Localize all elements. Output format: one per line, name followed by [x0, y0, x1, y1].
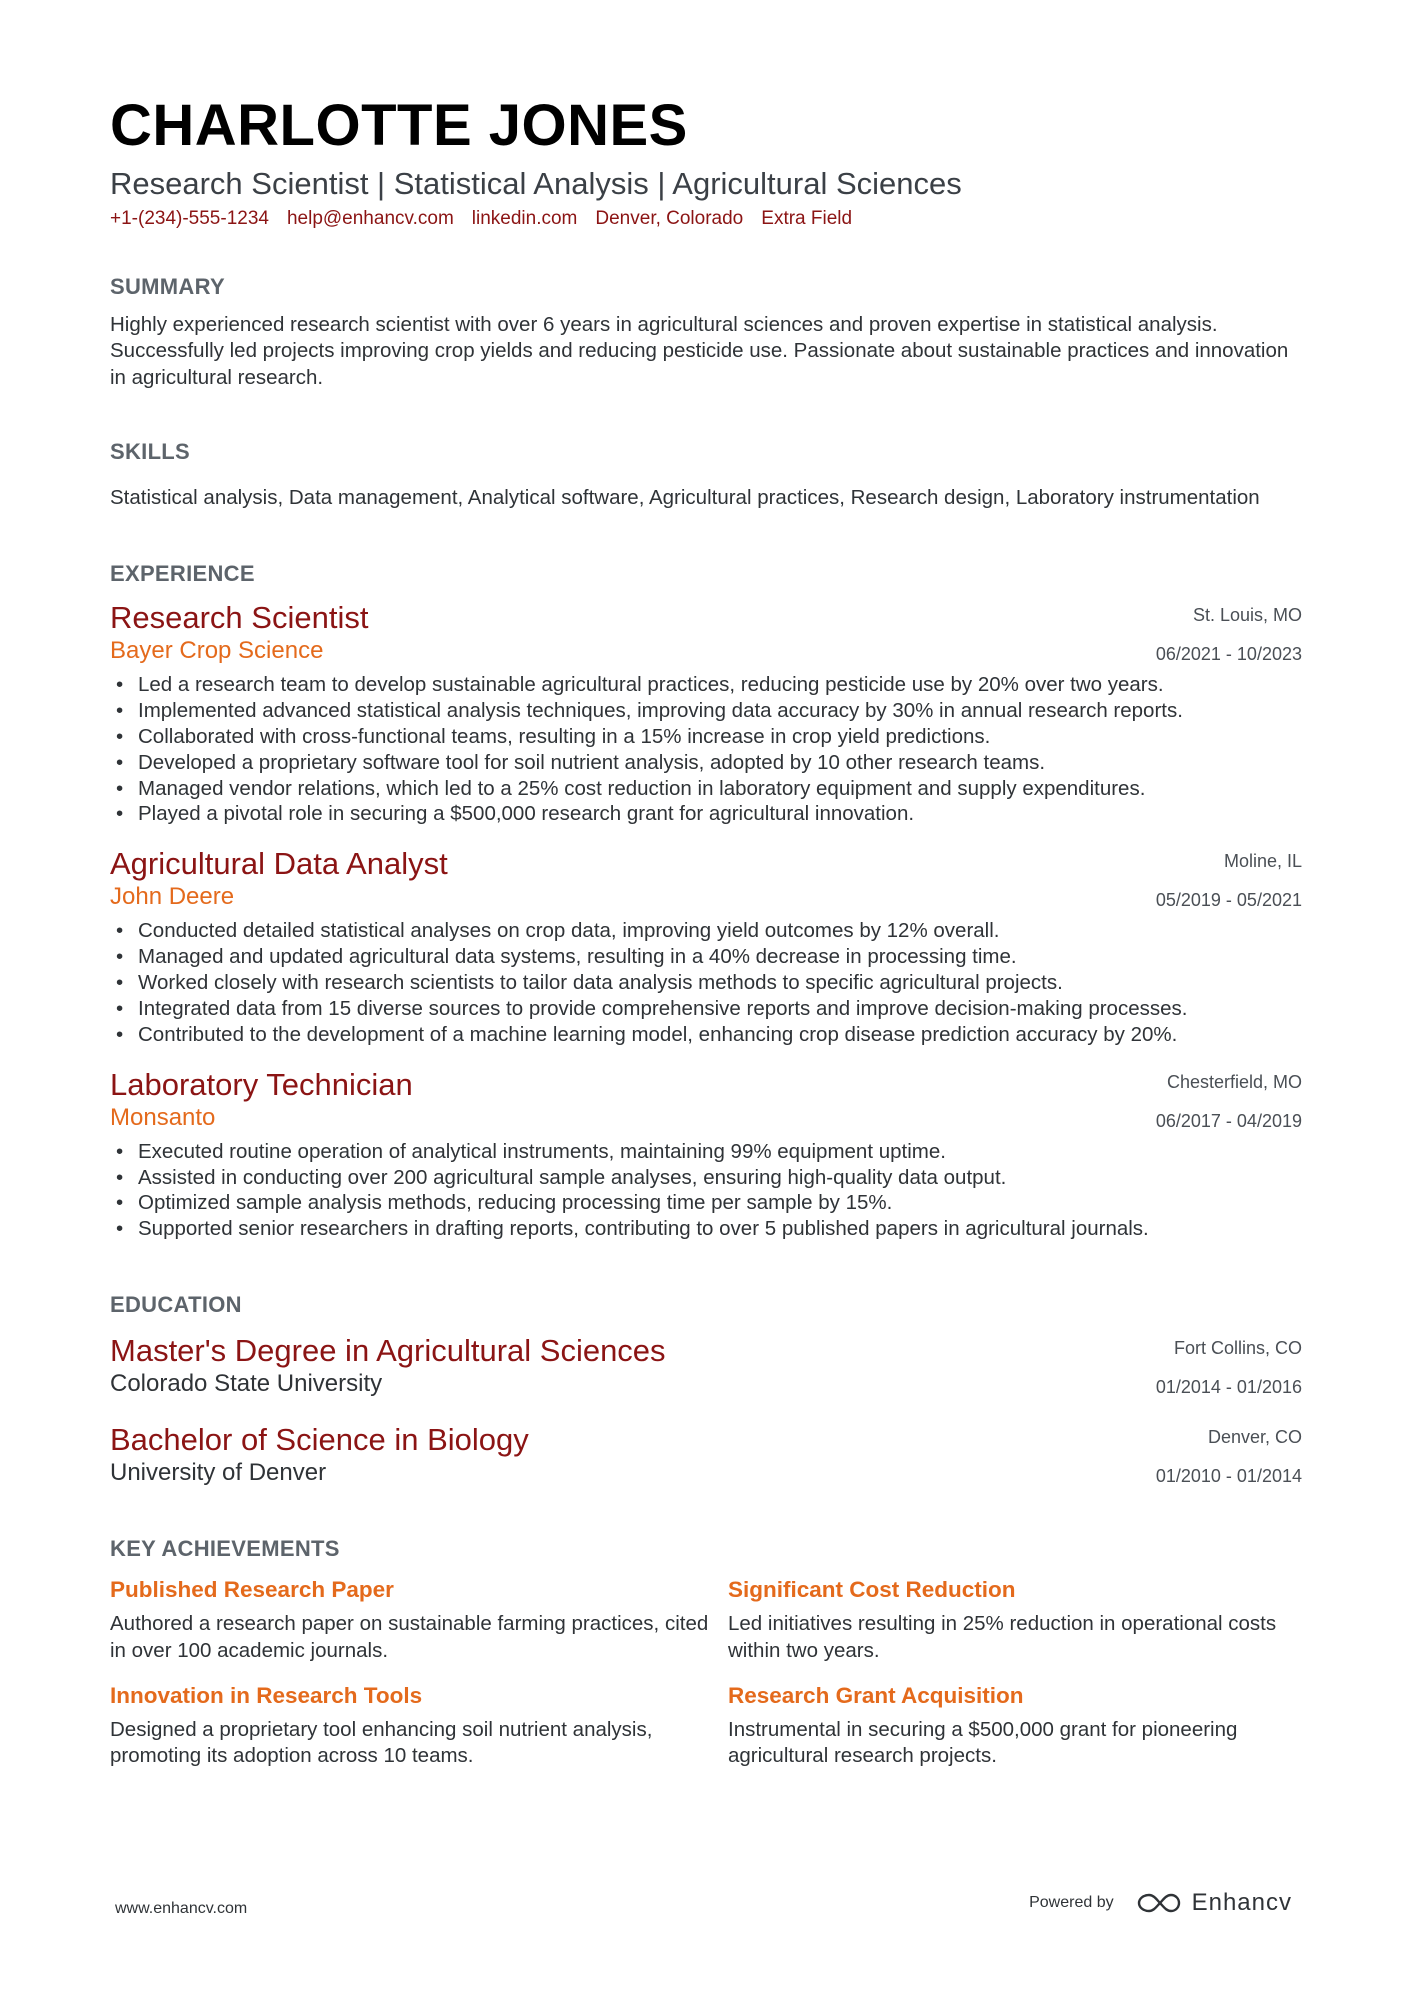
education-title: EDUCATION: [110, 1292, 242, 1317]
skills-section: [110, 439, 1302, 511]
contact-email[interactable]: help@enhancv.com: [286, 208, 454, 230]
achievements-title: KEY ACHIEVEMENTS: [110, 1536, 340, 1562]
edu-location: Denver, CO: [1207, 1427, 1302, 1448]
achievement-title: Significant Cost Reduction: [728, 1577, 1016, 1603]
contact-bar: [110, 208, 1302, 230]
job-role: Agricultural Data Analyst: [110, 846, 448, 882]
achievements-grid: [110, 1576, 1302, 1769]
summary-text: Highly experienced research scientist with over 6 years in agricultural sciences and proven expertise in statistical analysis. Successfully led projects improving crop yields and reducing pesticide use. Passionate about sustainable practices and innovation in agricultural research.: [110, 313, 1289, 389]
contact-phone[interactable]: +1-(234)-555-1234: [110, 208, 269, 230]
achievement-item: [728, 1576, 1302, 1663]
job-dates: 05/2019 - 05/2021: [1155, 890, 1302, 911]
job-dates: 06/2017 - 04/2019: [1155, 1110, 1302, 1131]
job-bullets: [110, 1139, 1302, 1242]
achievement-title: Research Grant Acquisition: [728, 1682, 1024, 1708]
job-bullets: [110, 672, 1302, 827]
job-bullet: • Managed and updated agricultural data systems, resulting in a 40% decrease in processing time.: [110, 944, 1302, 970]
education-entry: [110, 1421, 1302, 1488]
job-location: Chesterfield, MO: [1166, 1071, 1302, 1092]
job-subheader-row: [110, 1103, 1302, 1133]
contact-location: Denver, Colorado: [595, 208, 744, 230]
candidate-headline: Research Scientist | Statistical Analysis | Agricultural Sciences: [110, 165, 962, 201]
achievements-section: [110, 1536, 1302, 1769]
job-bullet: • Managed vendor relations, which led to a 25% cost reduction in laboratory equipment and supply expenditures.: [110, 776, 1302, 802]
job-bullet: • Developed a proprietary software tool for soil nutrient analysis, adopted by 10 other research teams.: [110, 750, 1302, 776]
experience-entry: [110, 599, 1302, 827]
achievement-title: Published Research Paper: [110, 1577, 394, 1603]
brand-name: Enhancv: [1191, 1889, 1292, 1916]
experience-entry: [110, 845, 1302, 1047]
job-bullet: • Implemented advanced statistical analysis techniques, improving data accuracy by 30% in annual research reports.: [110, 698, 1302, 724]
achievement-desc: Led initiatives resulting in 25% reduction in operational costs within two years.: [728, 1612, 1277, 1662]
powered-by-label: Powered by: [1029, 1894, 1114, 1911]
skills-title: SKILLS: [110, 438, 191, 464]
job-location: St. Louis, MO: [1192, 605, 1302, 626]
job-header-row: [110, 599, 1302, 636]
achievement-desc: Authored a research paper on sustainable farming practices, cited in over 100 academic journals.: [110, 1612, 709, 1662]
edu-degree: Bachelor of Science in Biology: [110, 1422, 529, 1458]
contact-linkedin[interactable]: linkedin.com: [471, 208, 578, 230]
edu-header-row: [110, 1421, 1302, 1458]
job-subheader-row: [110, 636, 1302, 666]
footer-site-link[interactable]: www.enhancv.com: [115, 1900, 248, 1917]
job-bullet: • Played a pivotal role in securing a $500,000 research grant for agricultural innovation.: [110, 801, 1302, 827]
edu-dates: 01/2010 - 01/2014: [1155, 1466, 1302, 1487]
achievement-item: [110, 1576, 728, 1663]
edu-header-row: [110, 1332, 1302, 1369]
edu-degree: Master's Degree in Agricultural Sciences: [110, 1333, 666, 1368]
job-bullet: • Conducted detailed statistical analyses on crop data, improving yield outcomes by 12% overall.: [110, 918, 1302, 944]
job-location: Moline, IL: [1223, 851, 1302, 872]
achievement-title: Innovation in Research Tools: [110, 1682, 423, 1708]
summary-title: SUMMARY: [110, 274, 225, 300]
contact-extra-field: Extra Field: [761, 208, 853, 230]
page-footer: [115, 1888, 1292, 1918]
edu-school: University of Denver: [110, 1459, 327, 1487]
experience-title: EXPERIENCE: [110, 561, 255, 587]
job-bullet: • Contributed to the development of a machine learning model, enhancing crop disease prediction accuracy by 20%.: [110, 1022, 1302, 1048]
job-bullet: • Supported senior researchers in drafting reports, contributing to over 5 published papers in agricultural journals.: [110, 1216, 1302, 1242]
summary-section: [110, 274, 1302, 391]
job-role: Research Scientist: [110, 600, 369, 636]
job-header-row: [110, 845, 1302, 882]
resume-header: [110, 93, 1302, 230]
job-header-row: [110, 1066, 1302, 1103]
skills-text: Statistical analysis, Data management, Analytical software, Agricultural practices, Research design, Laboratory instrumentation: [110, 485, 1260, 509]
job-dates: 06/2021 - 10/2023: [1155, 644, 1302, 665]
job-role: Laboratory Technician: [110, 1066, 413, 1102]
education-entry: [110, 1332, 1302, 1399]
job-bullet: • Collaborated with cross-functional teams, resulting in a 15% increase in crop yield predictions.: [110, 724, 1302, 750]
edu-school: Colorado State University: [110, 1370, 383, 1398]
candidate-name: CHARLOTTE JONES: [110, 93, 688, 158]
job-bullet: • Optimized sample analysis methods, reducing processing time per sample by 15%.: [110, 1190, 1302, 1216]
edu-dates: 01/2014 - 01/2016: [1155, 1377, 1302, 1398]
job-bullet: • Executed routine operation of analytical instruments, maintaining 99% equipment uptime.: [110, 1139, 1302, 1165]
education-section: [110, 1292, 1302, 1488]
achievement-desc: Instrumental in securing a $500,000 grant for pioneering agricultural research projects.: [728, 1717, 1238, 1768]
experience-section: [110, 561, 1302, 1242]
footer-branding: [1029, 1889, 1292, 1917]
achievement-item: [110, 1682, 728, 1769]
edu-subheader-row: [110, 1369, 1302, 1399]
brand-link[interactable]: [1136, 1889, 1292, 1917]
job-company: John Deere: [110, 883, 235, 911]
job-bullet: • Assisted in conducting over 200 agricultural sample analyses, ensuring high-quality data output.: [110, 1165, 1302, 1191]
edu-subheader-row: [110, 1458, 1302, 1488]
achievement-desc: Designed a proprietary tool enhancing soil nutrient analysis, promoting its adoption across 10 teams.: [110, 1717, 653, 1768]
job-bullet: • Worked closely with research scientists to tailor data analysis methods to specific agricultural projects.: [110, 970, 1302, 996]
enhancv-logo-icon: [1136, 1891, 1182, 1915]
job-bullet: • Integrated data from 15 diverse sources to provide comprehensive reports and improve decision-making processes.: [110, 996, 1302, 1022]
achievement-item: [728, 1682, 1302, 1769]
job-company: Monsanto: [110, 1103, 216, 1131]
job-company: Bayer Crop Science: [110, 637, 324, 665]
job-subheader-row: [110, 882, 1302, 912]
job-bullets: [110, 918, 1302, 1047]
experience-entry: [110, 1066, 1302, 1243]
edu-location: Fort Collins, CO: [1173, 1338, 1302, 1358]
job-bullet: • Led a research team to develop sustainable agricultural practices, reducing pesticide use by 20% over two years.: [110, 672, 1302, 698]
